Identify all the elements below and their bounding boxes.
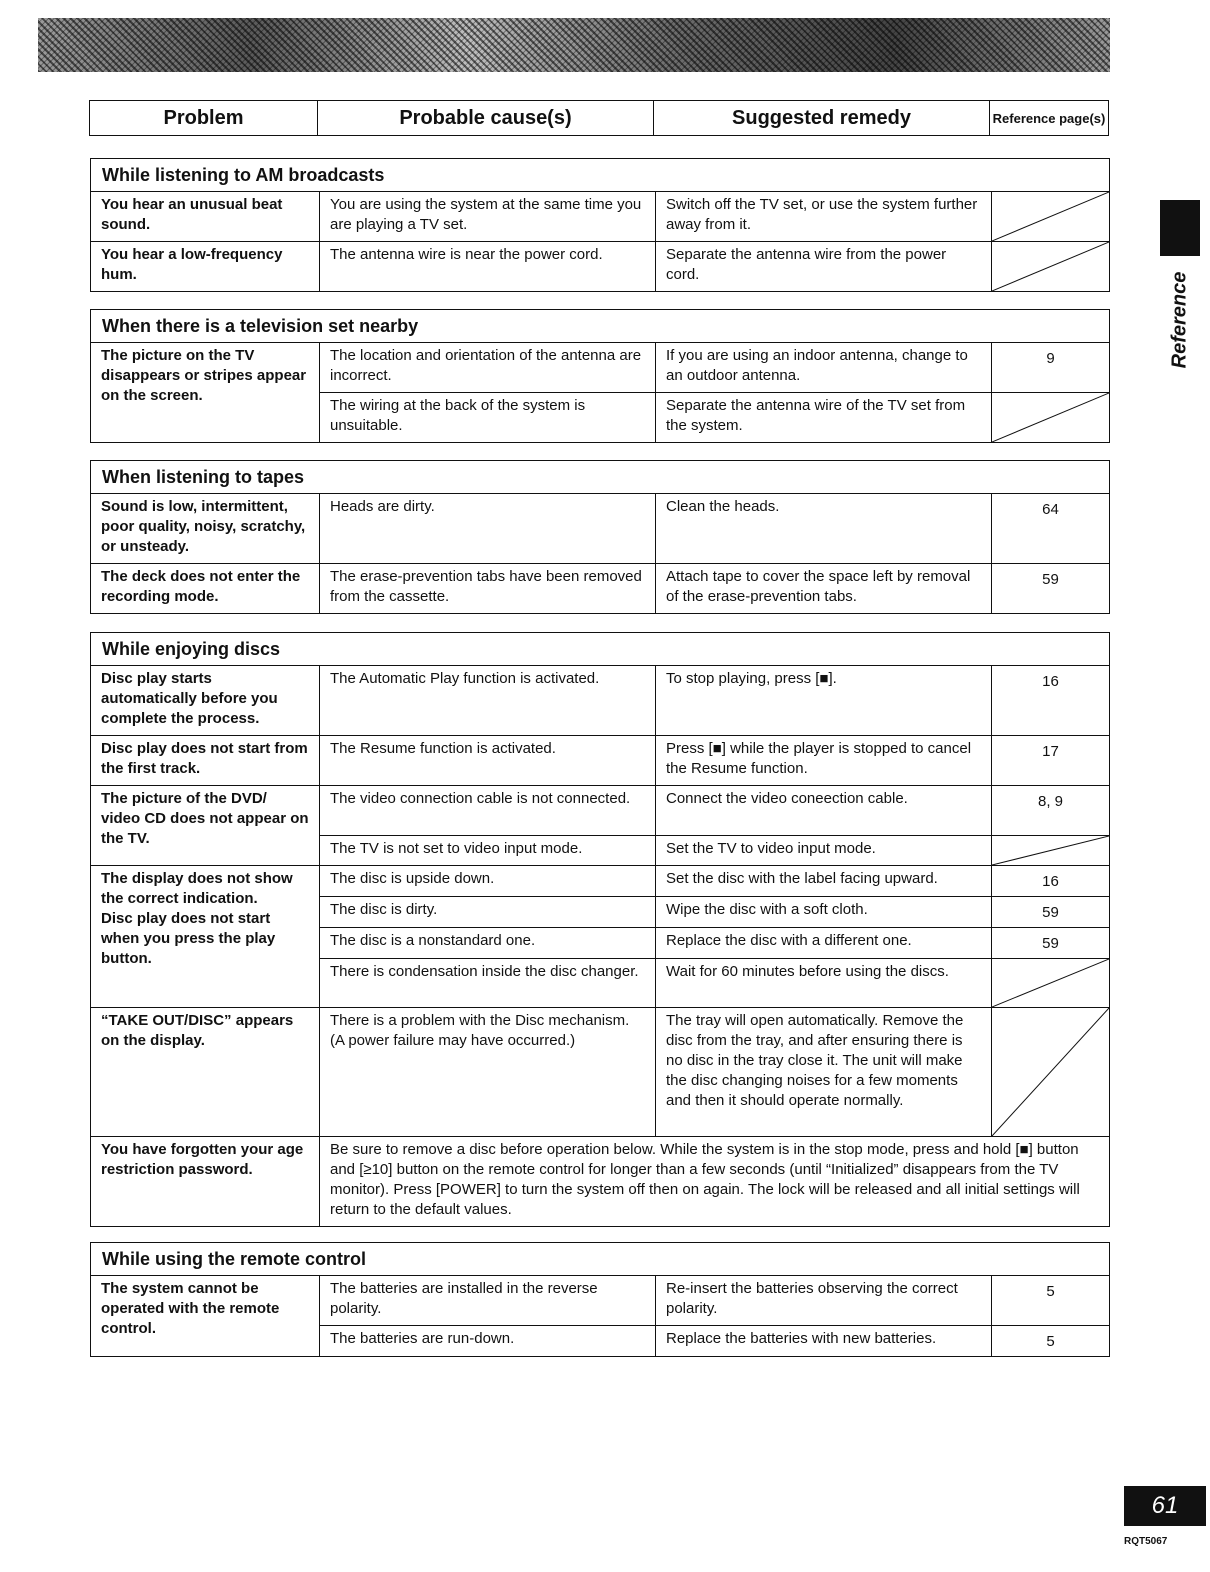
- problem-cell: You hear a low-frequency hum.: [91, 242, 320, 292]
- cause-cell: The TV is not set to video input mode.: [320, 836, 656, 866]
- ref-cell-empty: [992, 393, 1110, 443]
- remedy-cell: Replace the disc with a different one.: [656, 928, 992, 959]
- cause-cell: There is condensation inside the disc changer.: [320, 959, 656, 1008]
- ref-cell: 59: [992, 928, 1110, 959]
- section-television-nearby: [90, 309, 1110, 443]
- ref-cell-empty: [992, 1008, 1110, 1137]
- cause-cell: The batteries are installed in the reverse polarity.: [320, 1276, 656, 1326]
- remedy-cell: Set the disc with the label facing upward.: [656, 866, 992, 897]
- remedy-cell: Attach tape to cover the space left by removal of the erase-prevention tabs.: [656, 564, 992, 614]
- ref-cell: 16: [992, 866, 1110, 897]
- cause-cell: The erase-prevention tabs have been removed from the cassette.: [320, 564, 656, 614]
- problem-text-secondary: Disc play does not start when you press the play button.: [101, 910, 276, 967]
- section-title: While using the remote control: [91, 1243, 1110, 1276]
- not-applicable-slash: [992, 1008, 1109, 1136]
- remedy-cell: Wait for 60 minutes before using the discs.: [656, 959, 992, 1008]
- ref-cell: 59: [992, 897, 1110, 928]
- problem-cell: “TAKE OUT/DISC” appears on the display.: [91, 1008, 320, 1137]
- ref-cell: 16: [992, 666, 1110, 736]
- ref-cell-empty: [992, 836, 1110, 866]
- section-title: While listening to AM broadcasts: [91, 159, 1110, 192]
- ref-cell: 9: [992, 343, 1110, 393]
- ref-cell: 17: [992, 736, 1110, 786]
- remedy-cell: Switch off the TV set, or use the system further away from it.: [656, 192, 992, 242]
- problem-cell: The system cannot be operated with the remote control.: [91, 1276, 320, 1357]
- section-remote-control: [90, 1242, 1110, 1357]
- remedy-cell: Press [■] while the player is stopped to cancel the Resume function.: [656, 736, 992, 786]
- problem-cell: The picture of the DVD/ video CD does not appear on the TV.: [91, 786, 320, 866]
- side-section-label: Reference: [1168, 271, 1191, 369]
- problem-cell: You have forgotten your age restriction password.: [91, 1137, 320, 1227]
- remedy-cell: Separate the antenna wire of the TV set from the system.: [656, 393, 992, 443]
- problem-cell: Sound is low, intermittent, poor quality, noisy, scratchy, or unsteady.: [91, 494, 320, 564]
- cause-cell: Heads are dirty.: [320, 494, 656, 564]
- column-header: [89, 100, 1109, 136]
- cause-cell: The batteries are run-down.: [320, 1326, 656, 1357]
- header-cause: Probable cause(s): [318, 101, 654, 136]
- cause-cell: You are using the system at the same time you are playing a TV set.: [320, 192, 656, 242]
- cause-cell: The disc is a nonstandard one.: [320, 928, 656, 959]
- document-code: RQT5067: [1124, 1536, 1168, 1547]
- section-title: While enjoying discs: [91, 633, 1110, 666]
- cause-cell: The video connection cable is not connected.: [320, 786, 656, 836]
- header-remedy: Suggested remedy: [654, 101, 990, 136]
- remedy-cell: Clean the heads.: [656, 494, 992, 564]
- ref-cell: 5: [992, 1326, 1110, 1357]
- ref-cell-empty: [992, 192, 1110, 242]
- ref-cell: 8, 9: [992, 786, 1110, 836]
- ref-cell: 64: [992, 494, 1110, 564]
- cause-remedy-cell: Be sure to remove a disc before operation below. While the system is in the stop mode, press and hold [■] button and [≥10] button on the remote control for longer than a few seconds (until “Initialized” disappears from the TV monitor). Press [POWER] to turn the system off then on again. The lock will be released and all initial settings will return to the default values.: [320, 1137, 1110, 1227]
- remedy-cell: Replace the batteries with new batteries.: [656, 1326, 992, 1357]
- remedy-cell: Re-insert the batteries observing the correct polarity.: [656, 1276, 992, 1326]
- cause-cell: The disc is dirty.: [320, 897, 656, 928]
- not-applicable-slash: [992, 393, 1109, 442]
- ref-cell-empty: [992, 959, 1110, 1008]
- section-title: When there is a television set nearby: [91, 310, 1110, 343]
- problem-cell: You hear an unusual beat sound.: [91, 192, 320, 242]
- not-applicable-slash: [992, 836, 1109, 865]
- not-applicable-slash: [992, 242, 1109, 291]
- decorative-banner: [38, 18, 1110, 72]
- cause-cell: The antenna wire is near the power cord.: [320, 242, 656, 292]
- remedy-cell: To stop playing, press [■].: [656, 666, 992, 736]
- remedy-cell: Set the TV to video input mode.: [656, 836, 992, 866]
- cause-cell: The location and orientation of the antenna are incorrect.: [320, 343, 656, 393]
- problem-cell: The picture on the TV disappears or stripes appear on the screen.: [91, 343, 320, 443]
- ref-cell-empty: [992, 242, 1110, 292]
- problem-cell: [91, 866, 320, 1008]
- section-discs: [90, 632, 1110, 1227]
- problem-text: The display does not show the correct indication.: [101, 870, 293, 907]
- not-applicable-slash: [992, 959, 1109, 1007]
- remedy-cell: Connect the video coneection cable.: [656, 786, 992, 836]
- not-applicable-slash: [992, 192, 1109, 241]
- section-am-broadcasts: [90, 158, 1110, 292]
- cause-cell: The wiring at the back of the system is unsuitable.: [320, 393, 656, 443]
- remedy-cell: If you are using an indoor antenna, change to an outdoor antenna.: [656, 343, 992, 393]
- ref-cell: 59: [992, 564, 1110, 614]
- remedy-cell: Separate the antenna wire from the power cord.: [656, 242, 992, 292]
- section-tapes: [90, 460, 1110, 614]
- cause-cell: The Automatic Play function is activated.: [320, 666, 656, 736]
- problem-cell: Disc play starts automatically before you complete the process.: [91, 666, 320, 736]
- section-title: When listening to tapes: [91, 461, 1110, 494]
- page-number: 61: [1124, 1486, 1206, 1526]
- header-ref: Reference page(s): [990, 101, 1109, 136]
- cause-cell: The disc is upside down.: [320, 866, 656, 897]
- remedy-cell: The tray will open automatically. Remove the disc from the tray, and after ensuring there is no disc in the tray close it. The unit will make the disc changing noises for a few moments and then it should operate normally.: [656, 1008, 992, 1137]
- remedy-cell: Wipe the disc with a soft cloth.: [656, 897, 992, 928]
- header-problem: Problem: [90, 101, 318, 136]
- cause-cell: The Resume function is activated.: [320, 736, 656, 786]
- problem-cell: The deck does not enter the recording mode.: [91, 564, 320, 614]
- section-tab-marker: [1160, 200, 1200, 256]
- problem-cell: Disc play does not start from the first track.: [91, 736, 320, 786]
- ref-cell: 5: [992, 1276, 1110, 1326]
- cause-cell: There is a problem with the Disc mechanism. (A power failure may have occurred.): [320, 1008, 656, 1137]
